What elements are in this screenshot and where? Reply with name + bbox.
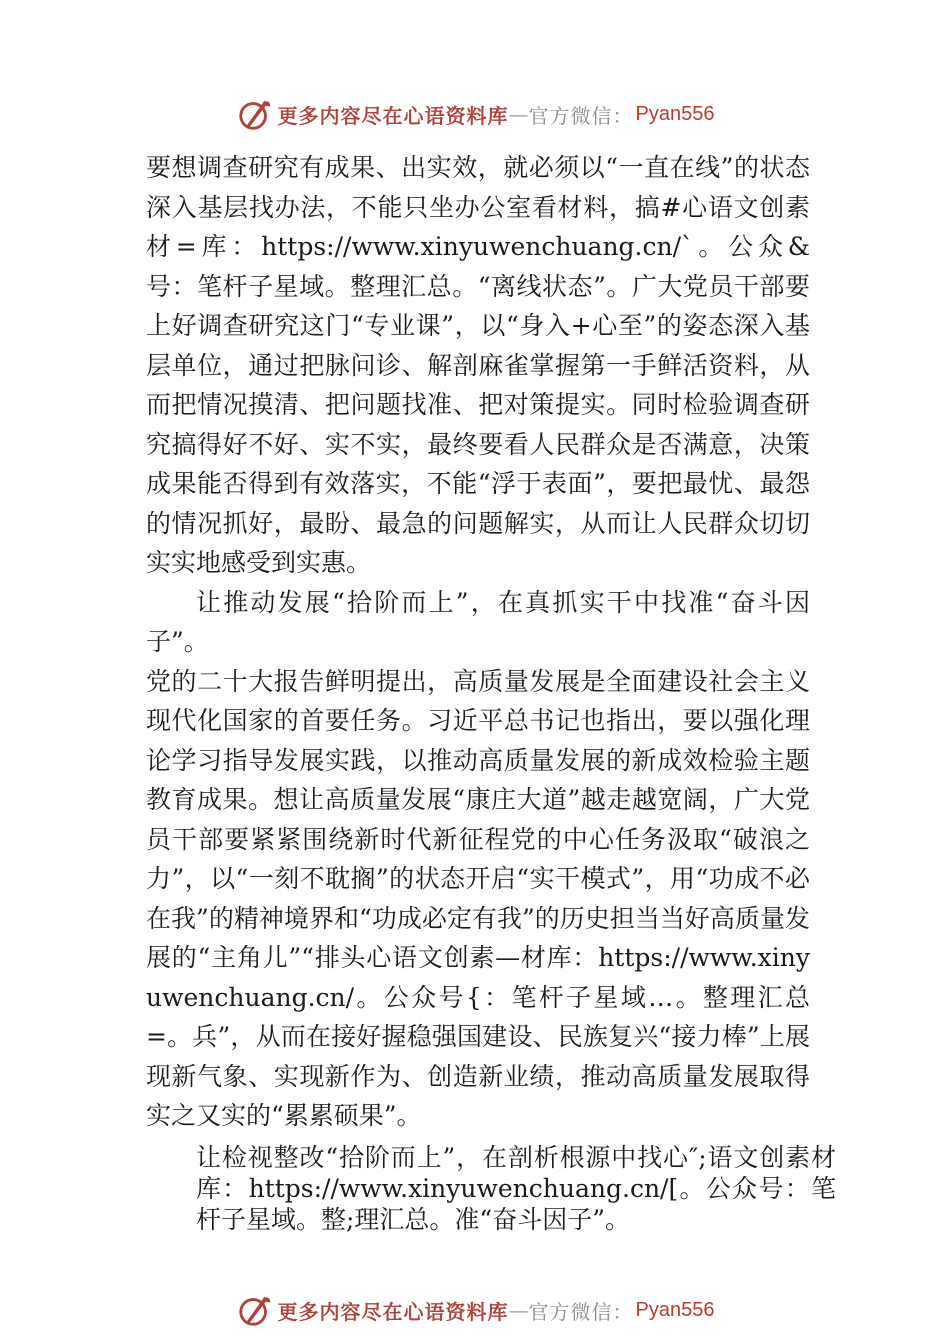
paragraph-3: 党的二十大报告鲜明提出，高质量发展是全面建设社会主义现代化国家的首要任务。习近平总书记也指出，要以强化理论学习指导发展实践，以推动高质量发展的新成效检验主题教育成果。想让高质量发展“康庄大道”越走越宽阔，广大党员干部要紧紧围绕新时代新征程党的中心任务汲取“破浪之力”，以“一刻不耽搁”的状态开启“实干模式”，用“功成不必在我”的精神境界和“功成必定有我”的历史担当当好高质量发展的“主角儿”“排头心语文创素—材库：https://www.xinyuwenchuang.cn/。公众号{：笔杆子星域…。整理汇总=。兵”，从而在接好握稳强国建设、民族复兴“接力棒”上展现新气象、实现新作为、创造新业绩，推动高质量发展取得实之又实的“累累硕果”。 <box>146 666 810 1130</box>
footer-banner-title: 更多内容尽在心语资料库 <box>277 1299 509 1324</box>
paragraph-1: 要想调查研究有成果、出实效，就必须以“一直在线”的状态深入基层找办法，不能只坐办公室看材料，搞#心语文创素材=库：https://www.xinyuwenchuang.cn/`。公众&号：笔杆子星域。整理汇总。“离线状态”。广大党员干部要上好调查研究这门“专业课”，以“身入+心至”的姿态深入基层单位，通过把脉问诊、解剖麻雀掌握第一手鲜活资料，从而把情况摸清、把问题找准、把对策提实。同时检验调查研究搞得好不好、实不实，最终要看人民群众是否满意，决策成果能否得到有效落实，不能“浮于表面”，要把最忧、最怨的情况抓好，最盼、最急的问题解实，从而让人民群众切切实实地感受到实惠。 <box>146 153 810 577</box>
header-banner <box>0 92 950 136</box>
quill-logo-icon <box>236 95 274 133</box>
paragraph-2-heading: 让推动发展“拾阶而上”，在真抓实干中找准“奋斗因子”。 <box>146 587 810 656</box>
quill-logo-icon <box>236 1291 274 1329</box>
header-wechat-id: Pyan556 <box>635 102 715 125</box>
footer-banner-separator: — <box>508 1298 529 1322</box>
footer-wechat-label: 官方微信： <box>528 1299 634 1324</box>
footer-wechat-id: Pyan556 <box>635 1298 715 1321</box>
footer-banner <box>0 1288 950 1332</box>
document-body <box>146 148 836 1235</box>
header-wechat-label: 官方微信： <box>528 103 634 128</box>
paragraph-4: 让检视整改“拾阶而上”，在剖析根源中找心″;语文创素材库：https://www.xinyuwenchuang.cn/[。公众号：笔杆子星域。整;理汇总。准“奋斗因子”。 <box>196 1142 836 1234</box>
header-banner-separator: — <box>508 102 529 126</box>
header-banner-title: 更多内容尽在心语资料库 <box>277 103 509 128</box>
